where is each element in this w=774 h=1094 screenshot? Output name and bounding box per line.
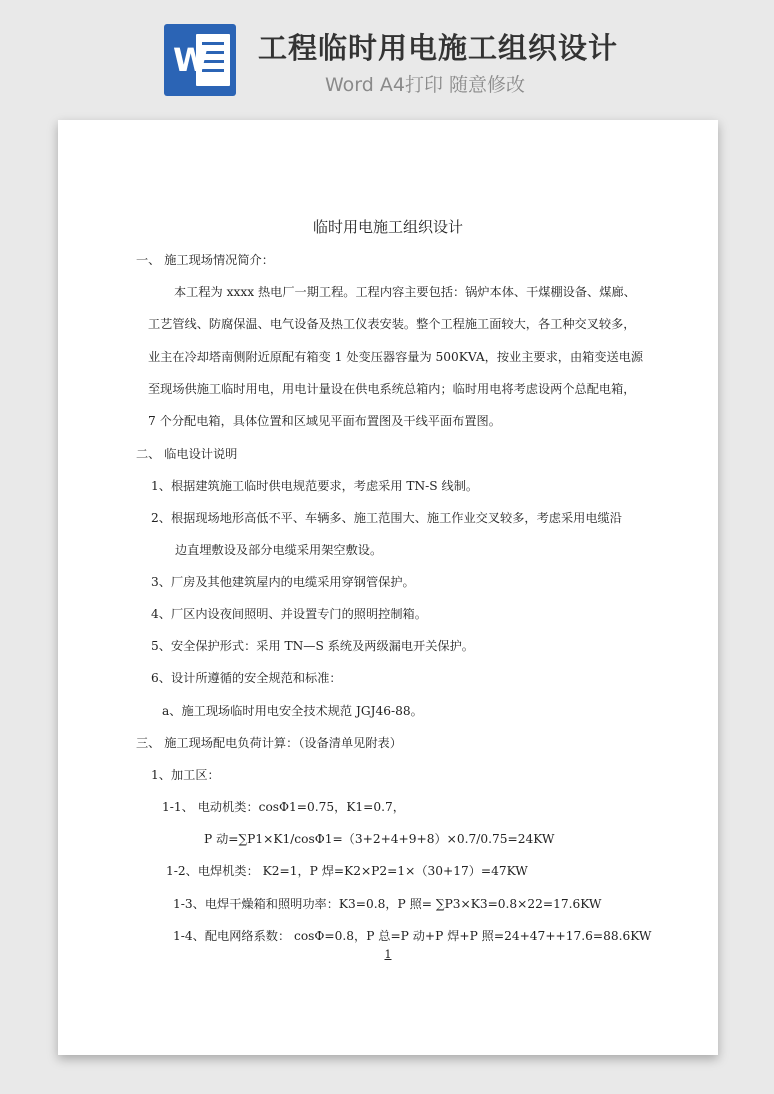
formula-line: 1-4、配电网络系数： cosΦ=0.8，P 总=P 动+P 焊+P 照=24+47++17.6=88.6KW xyxy=(173,929,652,943)
formula-line: 1-3、电焊干燥箱和照明功率：K3=0.8，P 照= ∑P3×K3=0.8×22=17.6KW xyxy=(173,897,602,911)
list-item-continuation: 边直埋敷设及部分电缆采用架空敷设。 xyxy=(175,543,383,557)
list-item: 3、厂房及其他建筑屋内的电缆采用穿钢管保护。 xyxy=(151,575,415,589)
header-title: 工程临时用电施工组织设计 xyxy=(258,31,619,65)
formula-line: 1-1、 电动机类：cosΦ1=0.75，K1=0.7， xyxy=(162,800,405,814)
document-page xyxy=(58,120,718,1055)
paragraph-line: 本工程为 xxxx 热电厂一期工程。工程内容主要包括：锅炉本体、干煤棚设备、煤廊、 xyxy=(174,285,636,299)
page-number: 1 xyxy=(384,948,392,961)
list-item: 5、安全保护形式：采用 TN—S 系统及两级漏电开关保护。 xyxy=(151,639,474,653)
list-item: 4、厂区内设夜间照明、并设置专门的照明控制箱。 xyxy=(151,607,427,621)
list-item: 6、设计所遵循的安全规范和标准： xyxy=(151,671,342,685)
paragraph-line: 业主在冷却塔南侧附近原配有箱变 1 处变压器容量为 500KVA，按业主要求，由箱变送电源 xyxy=(148,350,644,364)
paragraph-line: 工艺管线、防腐保温、电气设备及热工仪表安装。整个工程施工面较大，各工种交叉较多， xyxy=(148,317,636,331)
list-item: 2、根据现场地形高低不平、车辆多、施工范围大、施工作业交叉较多，考虑采用电缆沿 xyxy=(151,511,622,525)
paragraph-line: 至现场供施工临时用电，用电计量设在供电系统总箱内；临时用电将考虑设两个总配电箱， xyxy=(148,382,636,396)
list-item: 1、根据建筑施工临时供电规范要求，考虑采用 TN-S 线制。 xyxy=(151,479,479,493)
header xyxy=(0,0,774,110)
word-icon-letter: W xyxy=(173,41,209,79)
section-heading: 三、 施工现场配电负荷计算：（设备清单见附表） xyxy=(136,736,402,750)
document-title: 临时用电施工组织设计 xyxy=(312,218,463,236)
word-document-icon xyxy=(164,24,236,96)
paragraph-line: 7 个分配电箱，具体位置和区域见平面布置图及干线平面布置图。 xyxy=(148,414,501,428)
list-item: a、施工现场临时用电安全技术规范 JGJ46-88。 xyxy=(162,704,423,718)
formula-line: 1-2、电焊机类： K2=1，P 焊=K2×P2=1×（30+17）=47KW xyxy=(166,864,528,878)
header-subtitle: Word A4打印 随意修改 xyxy=(325,74,526,96)
section-heading: 二、 临电设计说明 xyxy=(136,447,238,461)
list-item: 1、加工区： xyxy=(151,768,220,782)
section-heading: 一、 施工现场情况简介： xyxy=(136,253,274,267)
formula-line: P 动=∑P1×K1/cosΦ1=（3+2+4+9+8）×0.7/0.75=24KW xyxy=(204,832,555,846)
